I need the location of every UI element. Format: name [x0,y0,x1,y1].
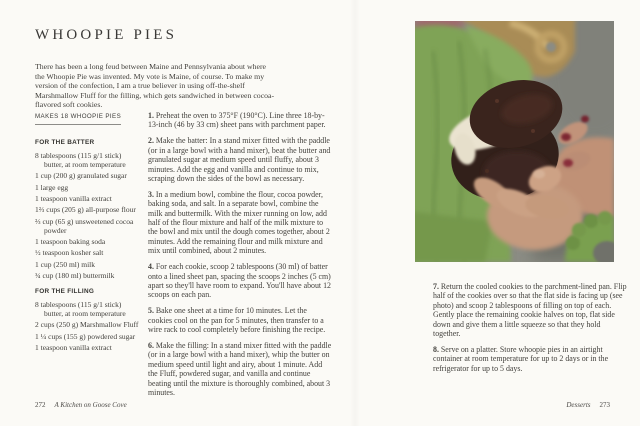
ingredient-item: 1 cup (250 ml) milk [35,259,95,269]
ingredient-item: 8 tablespoons (115 g/1 stick) butter, at room temperature [35,300,126,318]
step-number: 7. [433,282,439,291]
ingredient-item: 1 teaspoon baking soda [35,237,106,247]
instructions-column-right [433,282,629,380]
left-page-footer [35,401,127,409]
page-number: 272 [35,401,46,409]
section-title: Desserts [566,401,591,409]
recipe-step [148,136,332,183]
ingredient-item: ½ teaspoon kosher salt [35,248,104,258]
step-number: 3. [148,189,154,199]
instructions-column [148,111,332,404]
filling-section-label: FOR THE FILLING [35,288,95,296]
ingredient-item: ¾ cup (180 ml) buttermilk [35,271,115,281]
page-title: WHOOPIE PIES [35,27,178,43]
intro-paragraph: There has been a long feud between Maine and Pennsylvania about where the Whoopie Pie was invented. My vote is Maine, of course. To make my version of the confection, I am a true believer in using off-the-shelf Marshmallow Fluff for the filling, which gets sandwiched in between cocoa-flavored soft cookies. [35,62,275,110]
step-text: Make the batter: In a stand mixer fitted with the paddle (or in a large bowl with a hand mixer), beat the butter and granulated sugar at medium speed until fluffy, about 3 minutes. Add the egg and vanilla and continue to mix, scraping down the sides of the bowl as necessary. [148,136,331,183]
ingredient-item: 8 tablespoons (115 g/1 stick) butter, at room temperature [35,150,126,169]
step-number: 4. [148,262,154,272]
ingredient-item: 2 cups (250 g) Marshmallow Fluff [35,320,139,330]
step-text: Serve on a platter. Store whoopie pies in an airtight container at room temperature for up to 2 days or in the refrigerator for up to 5 days. [433,344,609,373]
ingredient-item: 1 large egg [35,182,69,192]
step-text: For each cookie, scoop 2 tablespoons (30 ml) of batter onto a lined sheet pan, spacing the scoops 2 inches (5 cm) apart so they'll have room to expand. You'll have about 12 scoops on each pan. [148,262,331,300]
ingredient-item: ⅔ cup (65 g) unsweetened cocoa powder [35,216,134,235]
ingredient-item: 1 teaspoon vanilla extract [35,343,112,353]
ingredient-item: 1⅔ cups (205 g) all-purpose flour [35,205,136,215]
recipe-step [148,190,332,256]
recipe-step [433,345,629,373]
batter-section-label: FOR THE BATTER [35,138,95,146]
recipe-step [148,262,332,300]
ingredient-item: 1 ¼ cups (155 g) powdered sugar [35,331,136,341]
photo-illustration [415,21,614,262]
step-number: 5. [148,306,154,316]
ingredient-item: 1 cup (200 g) granulated sugar [35,171,127,181]
step-number: 6. [148,341,154,351]
step-number: 8. [433,344,439,354]
recipe-step [148,111,332,130]
step-text: Make the filling: In a stand mixer fitted with the paddle (or in a large bowl with a hand mixer), whip the butter on medium speed until light and airy, about 1 minute. Add the Fluff, powdered sugar, and vanilla and continue beating until the mixture is thoroughly combined, about 3 minutes. [148,341,332,398]
recipe-step [148,341,332,397]
ingredient-item: 1 teaspoon vanilla extract [35,193,112,203]
recipe-step [433,282,629,338]
whoopie-pie-photo [415,21,614,262]
book-title: A Kitchen on Goose Cove [54,401,127,409]
recipe-step [148,306,332,334]
book-spine-shading [350,0,360,426]
step-text: Preheat the oven to 375°F (190°C). Line three 18-by-13-inch (46 by 33 cm) sheet pans with parchment paper. [148,111,326,130]
step-number: 2. [148,136,154,146]
ingredients-sidebar [35,112,139,356]
step-text: In a medium bowl, combine the flour, cocoa powder, baking soda, and salt. In a separate bowl, combine the milk and buttermilk. With the mixer running on low, add half of the flour mixture and half of the milk mixture to the bowl and mix until the dough comes together, about 2 minutes. Add the remaining flour and milk mixture and mix until combined, about 2 minutes. [148,189,330,256]
right-page-footer [433,401,610,409]
yield-label: MAKES 18 WHOOPIE PIES [35,113,121,125]
page-number: 273 [599,401,610,409]
step-number: 1. [148,111,154,120]
step-text: Return the cooled cookies to the parchment-lined pan. Flip half of the cookies over so that the flat side is facing up (see photo) and scoop 2 tablespoons of filling on top of each. Gently place the remaining cookie halves on top, flat side down and give them a little squeeze so that they hold together. [433,282,627,339]
step-text: Bake one sheet at a time for 10 minutes. Let the cookies cool on the pan for 5 minutes, then transfer to a wire rack to cool completely before finishing the recipe. [148,306,326,335]
